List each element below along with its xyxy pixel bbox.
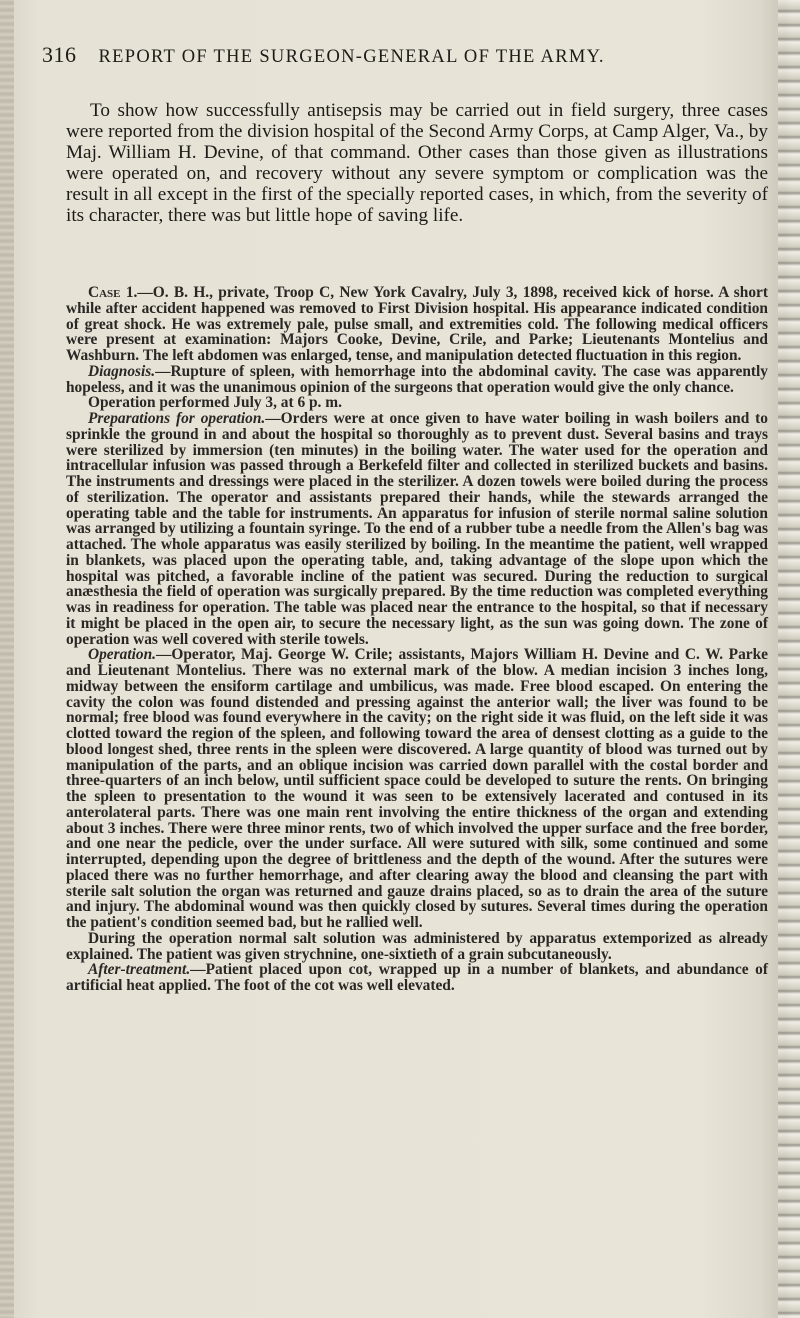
operation-paragraph <box>66 647 768 931</box>
diagnosis-text: —Rupture of spleen, with hemorrhage into the abdominal cavity. The case was apparently hopeless, and it was the unanimous opinion of the surgeons that operation would give the only chance. <box>66 362 768 396</box>
aftertreatment-label: After-treatment. <box>88 961 191 979</box>
diagnosis-label: Diagnosis. <box>88 362 156 380</box>
infusion-paragraph: During the operation normal salt solution was administered by apparatus extemporized as already explained. The patient was given strychnine, one-sixtieth of a grain subcutaneously. <box>66 929 768 963</box>
case-opening-paragraph <box>66 285 768 364</box>
preparations-paragraph <box>66 411 768 647</box>
case-heading: Case 1. <box>88 284 138 301</box>
aftertreatment-paragraph <box>66 962 768 994</box>
intro-section <box>66 100 768 226</box>
page-edge-stack <box>778 0 800 1318</box>
operation-label: Operation. <box>88 646 156 664</box>
operation-time-paragraph: Operation performed July 3, at 6 p. m. <box>88 394 342 412</box>
book-gutter-shadow <box>0 0 14 1318</box>
preparations-text: —Orders were at once given to have water boiling in wash boilers and to sprinkle the ground in and about the hospital so thoroughly as to prevent dust. Several basins and trays were sterilized by immersion (ten minutes) in the boiling water. The water used for the operation and intracellular infusion was passed through a Berkefeld filter and collected in sterilized buckets and basins. The instruments and dressings were placed in the sterilizer. A dozen towels were boiled during the process of sterilization. The operator and assistants prepared their hands, while the stewards arranged the operating table and the table for instruments. An apparatus for infusion of sterile normal saline solution was arranged by utilizing a fountain syringe. To the end of a rubber tube a needle from the Allen's bag was attached. The whole apparatus was easily sterilized by boiling. In the meantime the patient, well wrapped in blankets, was placed upon the operating table, and, taking advantage of the slope upon which the hospital was pitched, a favorable incline of the patient was secured. During the reduction to surgical anæsthesia the field of operation was surgically prepared. By the time reduction was completed everything was in readiness for operation. The table was placed near the entrance to the hospital, so that if necessary it might be placed in the open air, to secure the necessary light, as the sun was going down. The zone of operation was well covered with sterile towels. <box>66 410 768 648</box>
operation-text: —Operator, Maj. George W. Crile; assistants, Majors William H. Devine and C. W. Parke and Lieutenant Montelius. There was no external mark of the blow. A median incision 3 inches long, midway between the ensiform cartilage and umbilicus, was made. Free blood escaped. On entering the cavity the colon was found distended and pressing against the anterior wall; the liver was found to be normal; free blood was found everywhere in the cavity; on the right side it was fluid, on the left side it was clotted toward the region of the spleen, and following toward the area of densest clotting as a guide to the blood longest shed, three rents in the spleen were discovered. A large quantity of blood was turned out by manipulation of the parts, and an oblique incision was carried down parallel with the costal border and three-quarters of an inch below, until sufficient space could be developed to suture the rents. On bringing the spleen to presentation to the wound it was seen to be extensively lacerated and contused in its anterolateral parts. There was one main rent involving the entire thickness of the organ and extending about 3 inches. There were three minor rents, two of which involved the upper surface and the free border, and one near the pedicle, over the under surface. All were sutured with silk, some continued and some interrupted, depending upon the degree of brittleness and the depth of the wound. After the sutures were placed there was no further hemorrhage, and after clearing away the blood and cleansing the part with sterile salt solution the organ was returned and gauze drains placed, so as to drain the area of the suture and injury. The abdominal wound was then quickly closed by sutures. Several times during the operation the patient's condition seemed bad, but he rallied well. <box>66 646 768 931</box>
intro-paragraph: To show how successfully antisepsis may be carried out in field surgery, three cases were reported from the division hospital of the Second Army Corps, at Camp Alger, Va., by Maj. William H. Devine, of that command. Other cases than those given as illustrations were operated on, and recovery without any severe symptom or complication was the result in all except in the first of the specially reported cases, in which, from the severity of its character, there was but little hope of saving life. <box>66 100 768 226</box>
preparations-label: Preparations for operation. <box>88 410 266 427</box>
diagnosis-paragraph <box>66 364 768 396</box>
page-number: 316 <box>42 42 77 67</box>
running-header <box>42 42 742 68</box>
case-report <box>66 285 768 994</box>
case-opening-text: —O. B. H., private, Troop C, New York Cavalry, July 3, 1898, received kick of horse. A short while after accident happened was removed to First Division hospital. His appearance indicated condition of great shock. He was extremely pale, pulse small, and extremities cold. The following medical officers were present at examination: Majors Cooke, Devine, Crile, and Parke; Lieutenants Montelius and Washburn. The left abdomen was enlarged, tense, and manipulation detected fluctuation in this region. <box>66 284 769 364</box>
running-title: REPORT OF THE SURGEON-GENERAL OF THE ARMY. <box>98 47 605 67</box>
aftertreatment-text: —Patient placed upon cot, wrapped up in a number of blankets, and abundance of artificial heat applied. The foot of the cot was well elevated. <box>66 961 768 994</box>
